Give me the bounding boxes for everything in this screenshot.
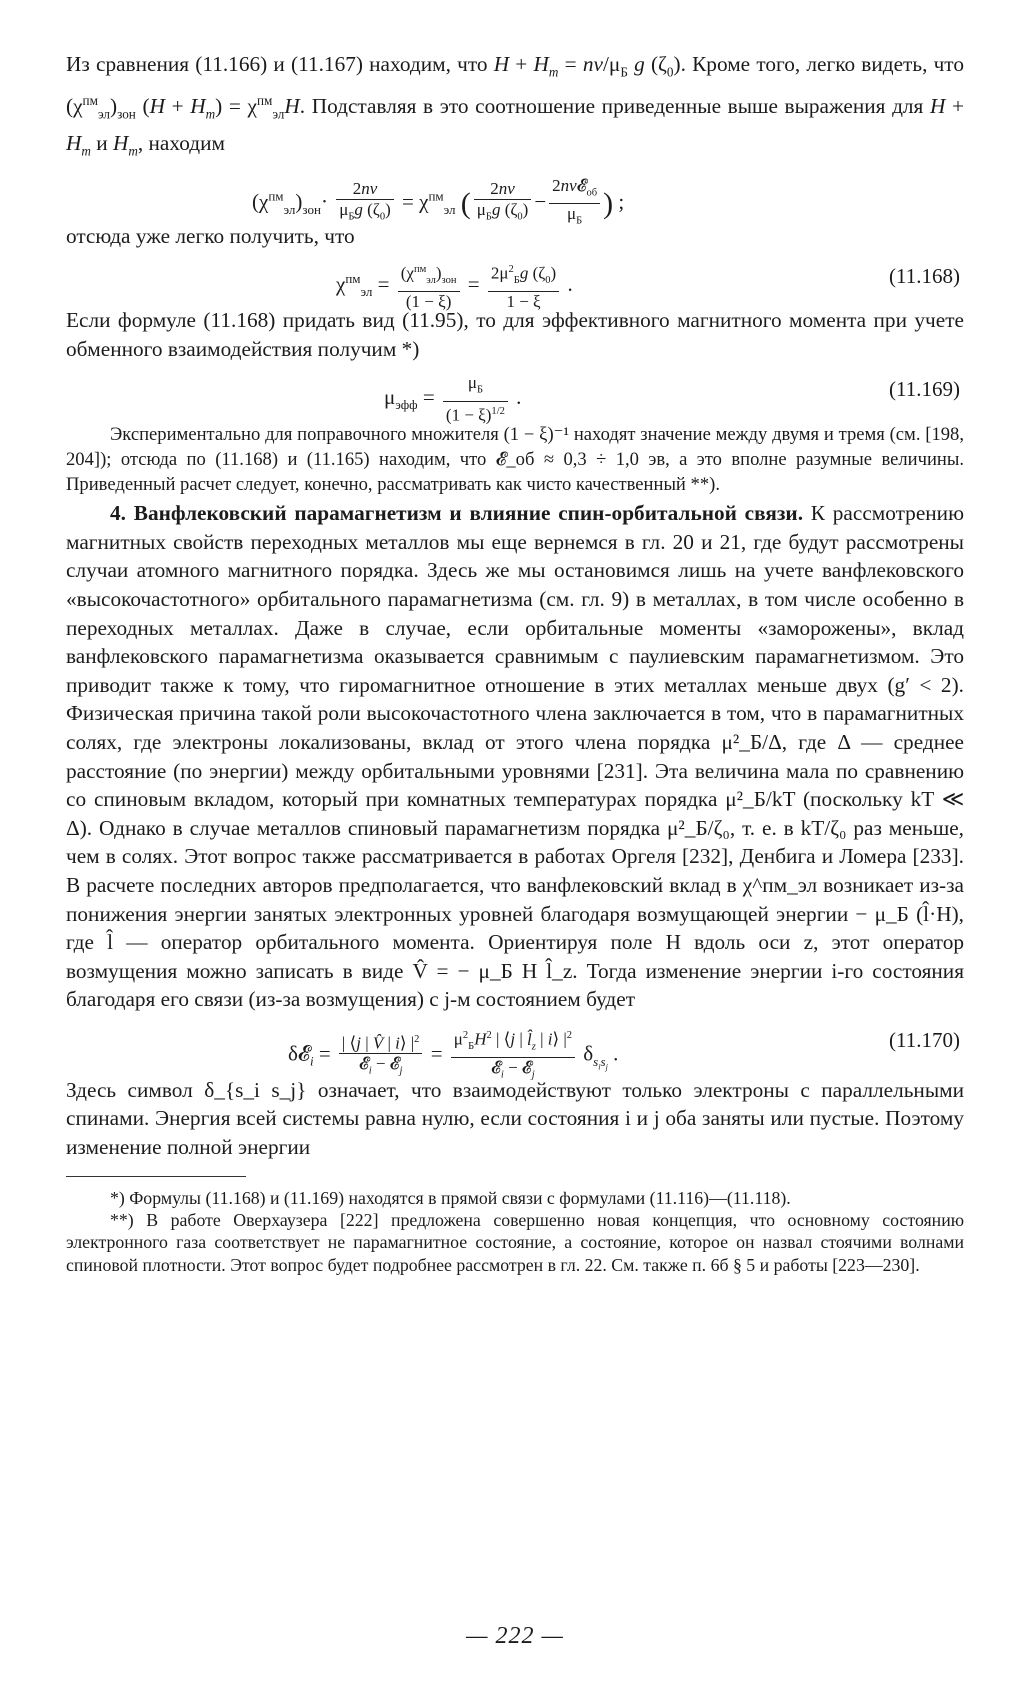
paragraph-6: Здесь символ δ_{s_i s_j} означает, что взаимодействуют только электроны с параллельными спинами. Энергия всей системы равна нулю, если состояния i и j оба заняты или пустые. Поэтому изменение полной энергии — [66, 1077, 964, 1160]
paragraph-4: Экспериментально для поправочного множителя (1 − ξ)⁻¹ находят значение между двумя и тремя (см. [198, 204]); отсюда по (11.168) и (11.165) находим, что 𝓔_об ≈ 0,3 ÷ 1,0 эв, а это вполне разумные величины. Приведенный расчет следует, конечно, рассматривать как чисто качественный **). — [66, 424, 964, 495]
equation-number-11-168: (11.168) — [889, 264, 960, 289]
section-4 — [66, 499, 964, 1014]
paragraph-3: Если формуле (11.168) придать вид (11.95), то для эффективного магнитного момента при учете обменного взаимодействия получим *) — [66, 308, 964, 361]
formula-exchange-balance: $(\chi^{пм}_{эл})_{зон}\cdot$ $\frac{2n\nu}{\mu_Бg (\zeta_0)}$ = $\chi^{пм}_{эл}$ ( $\frac{2n\nu}{\mu_Бg (\zeta_0)}$ − $\frac{2n\nu 𝓔_{об}}{\mu_Б}$ ) ; — [252, 175, 625, 227]
paragraph-2: отсюда уже легко получить, что — [66, 223, 355, 248]
paragraph-1: Из сравнения (11.166) и (11.167) находим, что $H + H_m = n\nu/\mu_Б$ g $(\zeta_0)$. Кроме того, легко видеть, что $(\chi^{пм}_{эл})_{зон}$ $(H + H_m) = \chi^{пм}_{эл}H$. Подставляя в это соотношение приведенные выше выражения для $H + H_m$ и $H_m$, находим — [66, 52, 964, 159]
paragraph-5: К рассмотрению магнитных свойств переходных металлов мы еще вернемся в гл. 20 и 21, где будут рассмотрены случаи атомного магнитного порядка. Здесь же мы остановимся лишь на учете ванфлековского «высокочастотного» орбитального парамагнетизма (см. гл. 9) в металлах, в том числе особенно в переходных металлах. Даже в случае, если орбитальные моменты «заморожены», вклад ванфлековского парамагнетизма оказывается сравнимым с паулиевским парамагнетизмом. Это приводит также к тому, что гиромагнитное отношение в этих металлах меньше двух (g′ < 2). Физическая причина такой роли высокочастотного члена заключается в том, что в парамагнитных солях, где электроны локализованы, вклад от этого члена порядка μ²_Б/Δ, где Δ — среднее расстояние (по энергии) между орбитальными уровнями [231]. Эта величина мала по сравнению со спиновым вкладом, который при комнатных температурах порядка μ²_Б/kT (поскольку kT ≪ Δ). Однако в случае металлов спиновый парамагнетизм порядка μ²_Б/ζ₀, т. е. в kT/ζ₀ раз меньше, чем в солях. Этот вопрос также рассматривается в работах Оргеля [232], Денбига и Ломера [233]. В расчете последних авторов предполагается, что ванфлековский вклад в χ^пм_эл возникает из-за понижения энергии занятых электронных уровней благодаря возмущающей энергии − μ_Б (l̂·H), где l̂ — оператор орбитального момента. Ориентируя поле H вдоль оси z, этот оператор возмущения можно записать в виде V̂ = − μ_Б H l̂_z. Тогда изменение энергии i-го состояния благодаря его связи (из-за возмущения) с j-м состоянием будет — [66, 501, 964, 1012]
footnote-2: **) В работе Оверхаузера [222] предложена совершенно новая концепция, что основному состоянию электронного газа соответствует не парамагнитное состояние, а состояние, которое он назвал стоячими волнами спиновой плотности. Этот вопрос будет подробнее рассмотрен в гл. 22. См. также п. 6б § 5 и работы [223—230]. — [66, 1210, 964, 1275]
formula-11-170: δ𝓔$_i$ = $\frac{| ⟨j | V̂ | i⟩ |^2}{𝓔_i - 𝓔_j}$ = $\frac{\mu^2_БH^2 | ⟨j | l̂_z | i⟩ |^2}{𝓔_i - 𝓔_j}$ $\delta_{s_is_j}$ . (11.170) — [288, 1027, 960, 1081]
formula-11-168: $\chi^{пм}_{эл}$ = $\frac{(\chi^{пм}_{эл})_{зон}}{(1 - \xi)}$ = $\frac{2\mu^2_Бg (\zeta_0)}{1 - \xi}$ . (11.168) — [66, 250, 964, 306]
page-number: — 222 — — [466, 1623, 564, 1649]
book-page — [66, 50, 964, 1650]
footnote-1: *) Формулы (11.168) и (11.169) находятся в прямой связи с формулами (11.116)—(11.118). — [110, 1187, 791, 1208]
equation-number-11-169: (11.169) — [889, 377, 960, 402]
footnote-divider — [66, 1176, 246, 1177]
section-heading: 4. Ванфлековский парамагнетизм и влияние спин-орбитальной связи. — [110, 501, 804, 526]
formula-11-169: $\mu_{эфф}$ = $\frac{\mu_Б}{(1 - \xi)^{1/2}}$ . (11.169) — [384, 373, 960, 425]
equation-number-11-170: (11.170) — [889, 1027, 960, 1052]
